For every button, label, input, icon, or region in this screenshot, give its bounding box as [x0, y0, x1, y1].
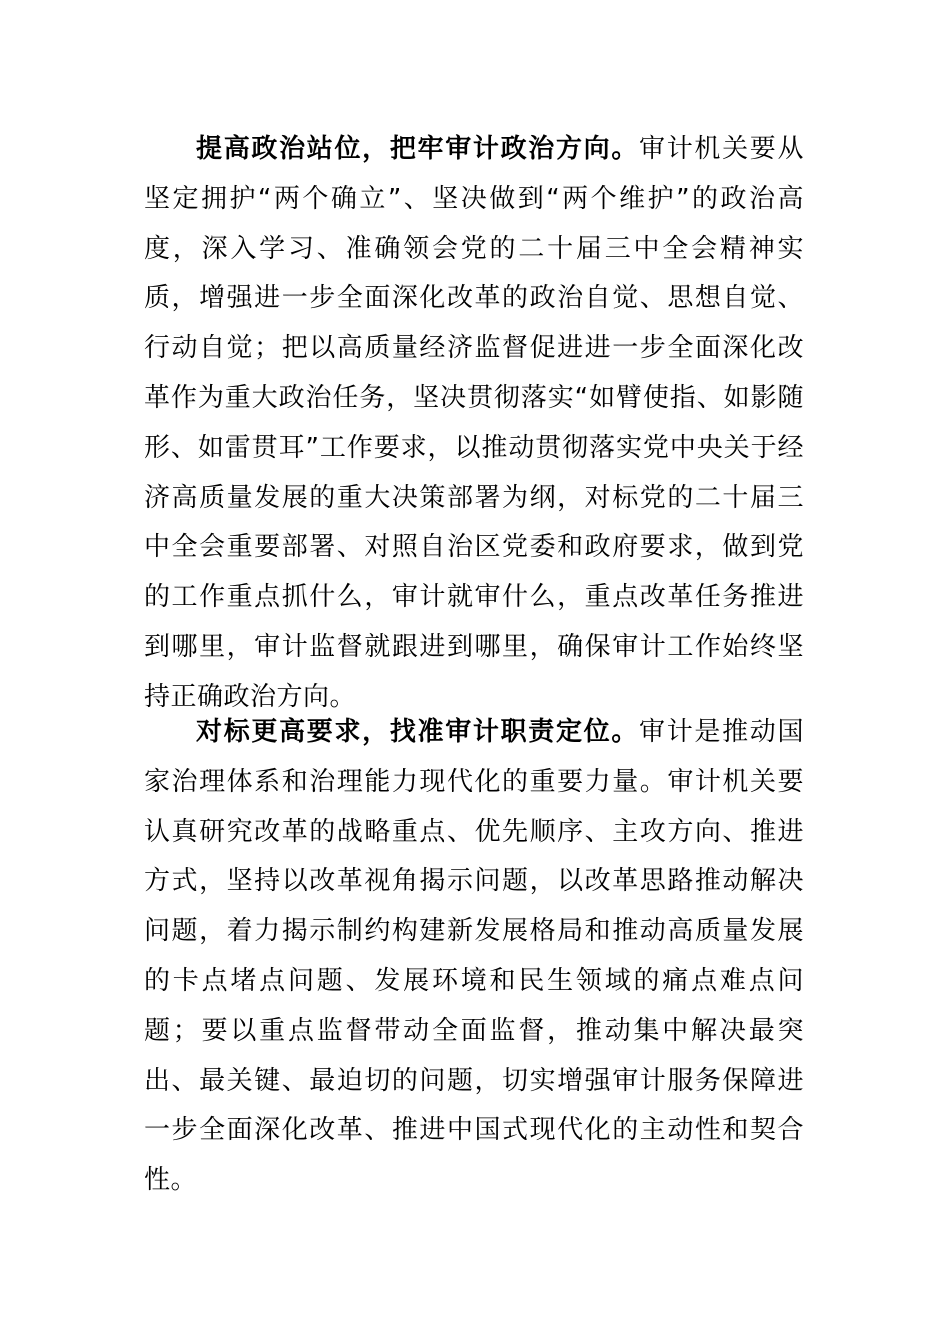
paragraph-body-text: 审计机关要从坚定拥护“两个确立”、坚决做到“两个维护”的政治高度，深入学习、准确领会党的二十届三中全会精神实质，增强进一步全面深化改革的政治自觉、思想自觉、行动自觉；把以高质量经济监督促进进一步全面深化改革作为重大政治任务，坚决贯彻落实“如臂使指、如影随形、如雷贯耳”工作要求，以推动贯彻落实党中央关于经济高质量发展的重大决策部署为纲，对标党的二十届三中全会重要部署、对照自治区党委和政府要求，做到党的工作重点抓什么，审计就审什么，重点改革任务推进到哪里，审计监督就跟进到哪里，确保审计工作始终坚持正确政治方向。 — [144, 134, 804, 712]
paragraph-political-direction — [144, 125, 804, 723]
paragraph-body-text: 审计是推动国家治理体系和治理能力现代化的重要力量。审计机关要认真研究改革的战略重点、优先顺序、主攻方向、推进方式，坚持以改革视角揭示问题，以改革思路推动解决问题，着力揭示制约构建新发展格局和推动高质量发展的卡点堵点问题、发展环境和民生领域的痛点难点问题；要以重点监督带动全面监督，推动集中解决最突出、最关键、最迫切的问题，切实增强审计服务保障进一步全面深化改革、推进中国式现代化的主动性和契合性。 — [144, 717, 804, 1196]
paragraph-lead-heading: 对标更高要求，找准审计职责定位。 — [196, 717, 640, 747]
paragraph-audit-role — [144, 708, 804, 1206]
paragraph-lead-heading: 提高政治站位，把牢审计政治方向。 — [196, 134, 640, 164]
